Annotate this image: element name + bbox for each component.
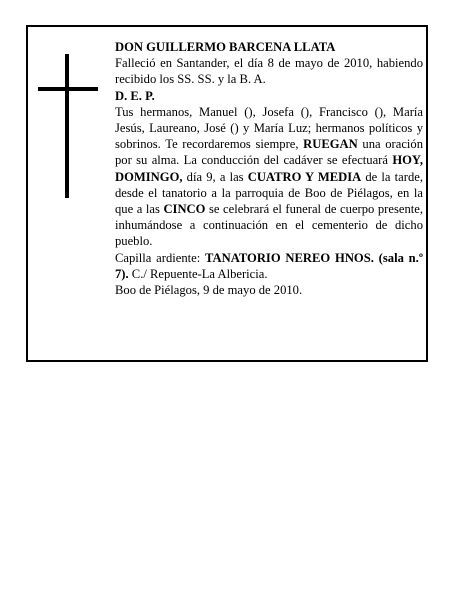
cross-icon — [38, 54, 98, 198]
death-announcement: Falleció en Santander, el día 8 de mayo de 2010, habiendo recibido los SS. SS. y la B. A. — [115, 56, 423, 87]
day-after-text: día 9, a las — [182, 169, 248, 184]
chapel-label: Capilla ardiente: — [115, 250, 206, 265]
chapel-line — [115, 250, 423, 282]
obituary-notice — [26, 25, 428, 362]
obituary-text — [115, 39, 423, 298]
funeral-text: se celebrará el funeral de cuerpo presente, inhumándose a continuación en el cementerio de dicho pueblo. — [115, 202, 423, 249]
funeral-time: CUATRO Y MEDIA — [247, 169, 362, 184]
deceased-name — [115, 39, 423, 55]
chapel-address: C./ Repuente-La Albericia. — [128, 266, 268, 281]
route-text: de la tarde, desde el tanatorio a la parroquia de Boo de Piélagos, en la que a las — [115, 169, 423, 217]
cross-horizontal-bar — [38, 87, 98, 91]
place-and-date: Boo de Piélagos, 9 de mayo de 2010. — [115, 283, 303, 298]
deceased-name-text: DON GUILLERMO BARCENA LLATA — [115, 40, 336, 54]
dep-text: D. E. P. — [115, 88, 155, 103]
funeral-day: HOY, DOMINGO, — [115, 153, 423, 184]
chapel-name: TANATORIO NEREO HNOS. (sala n.º 7). — [115, 250, 423, 281]
prayer-text: una oración por su alma. La conducción del cadáver se efectuará — [115, 137, 423, 168]
ruegan-text: RUEGAN — [303, 137, 358, 152]
dep-line — [115, 88, 423, 104]
funeral-hour: CINCO — [163, 202, 206, 217]
cross-vertical-bar — [65, 54, 69, 198]
family-text: Tus hermanos, Manuel (), Josefa (), Francisco (), María Jesús, Laureano, José () y María Luz; hermanos políticos y sobrinos. Te recordaremos siempre, — [115, 104, 423, 152]
family-and-funeral-paragraph — [115, 104, 423, 250]
